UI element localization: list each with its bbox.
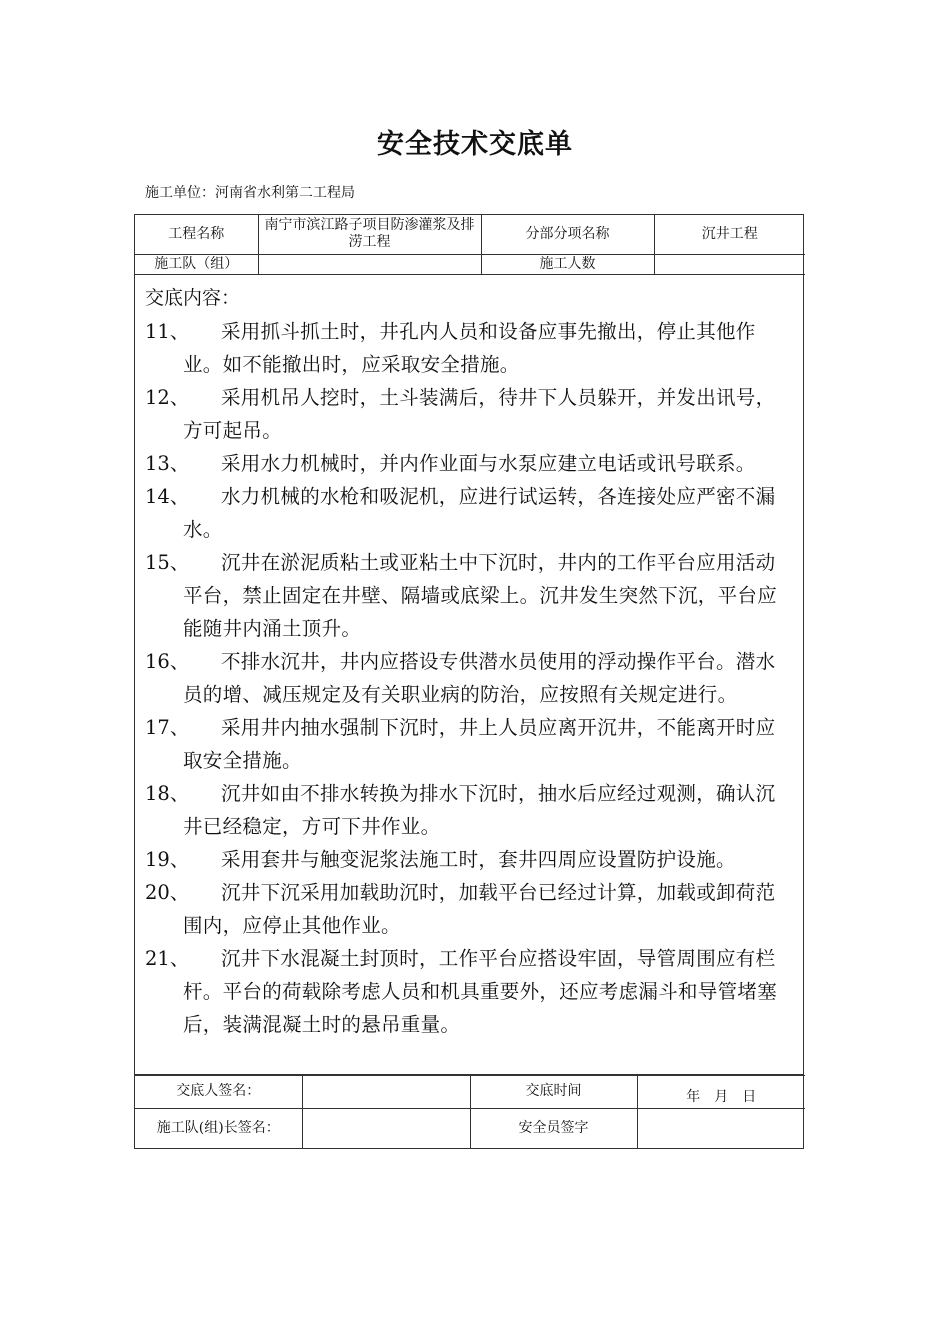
item-number: 15、: [145, 550, 190, 574]
team-leader-signature-field[interactable]: [302, 1108, 470, 1148]
safety-officer-signature-field[interactable]: [637, 1108, 805, 1148]
list-item: [145, 381, 795, 447]
disclosure-time-label: 交底时间: [470, 1075, 637, 1108]
page-title: 安全技术交底单: [377, 129, 573, 160]
item-list: [145, 315, 795, 1041]
sub-item-value: 沉井工程: [654, 215, 805, 254]
list-item: [145, 546, 795, 645]
list-item: [145, 777, 795, 843]
workers-value[interactable]: [654, 254, 805, 274]
item-text: 不排水沉井，井内应搭设专供潜水员使用的浮动操作平台。潜水员的增、减压规定及有关职业病的防治，应按照有关规定进行。: [183, 649, 776, 706]
workers-label: 施工人数: [481, 254, 654, 274]
item-number: 14、: [145, 484, 190, 508]
item-text: 水力机械的水枪和吸泥机，应进行试运转，各连接处应严密不漏水。: [183, 484, 776, 541]
list-item: [145, 843, 795, 876]
item-number: 18、: [145, 781, 190, 805]
header-table: [135, 215, 805, 275]
safety-officer-label: 安全员签字: [470, 1108, 637, 1148]
list-item: [145, 711, 795, 777]
team-leader-label: 施工队(组)长签名：: [135, 1108, 302, 1148]
list-item: [145, 480, 795, 546]
disclosure-content: [135, 275, 803, 1075]
item-text: 采用井内抽水强制下沉时，井上人员应离开沉井，不能离开时应取安全措施。: [183, 715, 776, 772]
item-number: 21、: [145, 946, 190, 970]
item-text: 采用套井与触变泥浆法施工时，套井四周应设置防护设施。: [221, 847, 736, 871]
item-text: 采用抓斗抓土时，井孔内人员和设备应事先撤出，停止其他作业。如不能撤出时，应采取安全措施。: [183, 319, 756, 376]
disclosure-time-field[interactable]: 年 月 日: [637, 1075, 805, 1108]
item-text: 采用机吊人挖时，土斗装满后，待井下人员躲开，并发出讯号，方可起吊。: [183, 385, 776, 442]
list-item: [145, 447, 795, 480]
item-number: 13、: [145, 451, 190, 475]
item-number: 19、: [145, 847, 190, 871]
team-label: 施工队（组）: [135, 254, 258, 274]
item-number: 17、: [145, 715, 190, 739]
item-number: 12、: [145, 385, 190, 409]
item-text: 采用水力机械时，并内作业面与水泵应建立电话或讯号联系。: [221, 451, 756, 475]
content-label: 交底内容：: [145, 286, 241, 309]
construction-unit: 施工单位：河南省水利第二工程局: [145, 185, 355, 201]
sub-item-label: 分部分项名称: [481, 215, 654, 254]
item-number: 11、: [145, 319, 190, 343]
list-item: [145, 645, 795, 711]
discloser-label: 交底人签名：: [135, 1075, 302, 1108]
item-text: 沉井下沉采用加载助沉时，加载平台已经过计算，加载或卸荷范围内，应停止其他作业。: [183, 880, 776, 937]
project-name-label: 工程名称: [135, 215, 258, 254]
disclosure-form: [134, 214, 804, 1149]
team-value[interactable]: [258, 254, 481, 274]
item-text: 沉井下水混凝土封顶时，工作平台应搭设牢固，导管周围应有栏杆。平台的荷载除考虑人员和机具重要外，还应考虑漏斗和导管堵塞后，装满混凝土时的悬吊重量。: [183, 946, 778, 1036]
item-number: 20、: [145, 880, 190, 904]
project-name-value: 南宁市滨江路子项目防渗灌浆及排涝工程: [258, 215, 481, 254]
signature-table: [135, 1075, 805, 1149]
list-item: [145, 315, 795, 381]
item-number: 16、: [145, 649, 190, 673]
discloser-signature-field[interactable]: [302, 1075, 470, 1108]
item-text: 沉井如由不排水转换为排水下沉时，抽水后应经过观测，确认沉井已经稳定，方可下井作业。: [183, 781, 776, 838]
list-item: [145, 876, 795, 942]
item-text: 沉井在淤泥质粘土或亚粘土中下沉时，井内的工作平台应用活动平台，禁止固定在井壁、隔墙或底梁上。沉井发生突然下沉，平台应能随井内涌土顶升。: [183, 550, 778, 640]
list-item: [145, 942, 795, 1041]
